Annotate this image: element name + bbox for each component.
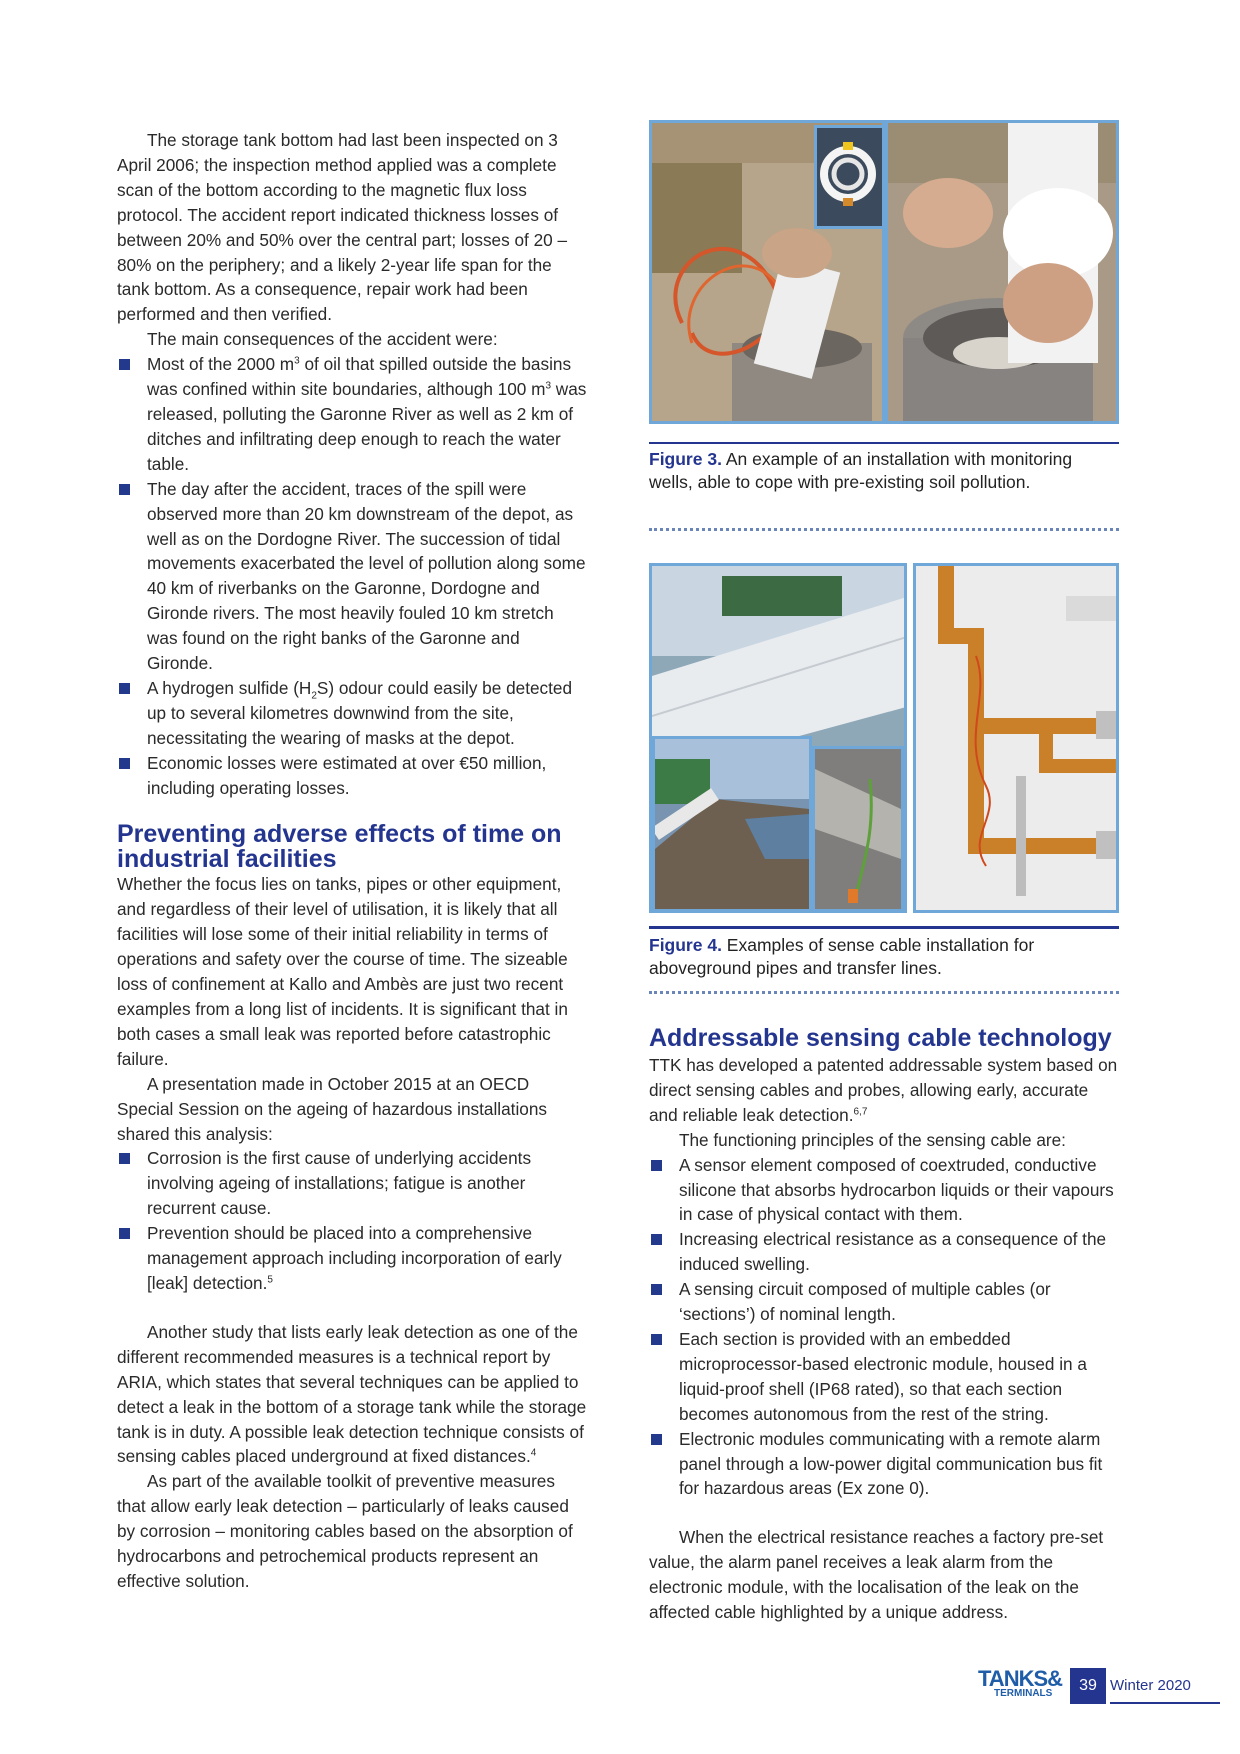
consequences-list [117,352,587,800]
list-item: Economic losses were estimated at over €50 million, including operating losses. [117,751,587,801]
paragraph: When the electrical resistance reaches a factory pre-set value, the alarm panel receives a leak alarm from the electronic module, with the localisation of the leak on the affected cable highlighted by a unique address. [649,1527,1104,1623]
paragraph: TTK has developed a patented addressable system based on direct sensing cables and probes, allowing early, accurate and reliable leak detection.$^{6,7}$ [649,1055,1118,1125]
section-heading: Preventing adverse effects of time on industrial facilities [117,820,562,874]
paragraph: Whether the focus lies on tanks, pipes or other equipment, and regardless of their level of utilisation, it is likely that all facilities will lose some of their initial reliability in terms of operations and safety over the course of time. The sizeable loss of confinement at Kallo and Ambès are just two recent examples from a long list of incidents. It is significant that in both cases a small leak was reported before catastrophic failure. [117,874,568,1069]
tanks-terminals-logo: TANKS& TERMINALS [978,1666,1063,1699]
list-item: Prevention should be placed into a comprehensive management approach including incorporation of early [leak] detection.$^5$ [117,1221,587,1296]
list-item: Corrosion is the first cause of underlying accidents involving ageing of installations; fatigue is another recurrent cause. [117,1146,587,1221]
list-item: Each section is provided with an embedded microprocessor-based electronic module, housed in a liquid-proof shell (IP68 rated), so that each section becomes autonomous from the rest of the string. [649,1327,1119,1427]
figure-4-rule [649,926,1119,929]
monitoring-well-photo-left [649,120,885,424]
paragraph: The functioning principles of the sensing cable are: [679,1129,1066,1150]
list-item: The day after the accident, traces of the spill were observed more than 20 km downstream of the depot, as well as on the Dordogne River. The succession of tidal movements exacerbated the level of pollution along some 40 km of riverbanks on the Garonne, Dordogne and Gironde rivers. The most heavily fouled 10 km stretch was found on the right banks of the Garonne and Gironde. [117,477,587,676]
figure-3-divider [649,528,1119,531]
aboveground-pipe-photo [649,563,907,913]
section-heading: Addressable sensing cable technology [649,1024,1112,1052]
cable-coil-inset-photo [814,125,885,229]
list-item: Increasing electrical resistance as a consequence of the induced swelling. [649,1227,1119,1277]
figure-3-rule [649,442,1119,444]
figure-3-caption: Figure 3. An example of an installation with monitoring wells, able to cope with pre-existing soil pollution. [649,449,1073,492]
cable-closeup-inset-photo [812,746,904,912]
issue-label: Winter 2020 [1110,1668,1220,1704]
paragraph: The main consequences of the accident were: [147,329,498,350]
list-item: A sensor element composed of coextruded, conductive silicone that absorbs hydrocarbon liquids or their vapours in case of physical contact with them. [649,1153,1119,1228]
analysis-list [117,1146,587,1295]
right-column [649,1026,1119,1625]
list-item: Electronic modules communicating with a remote alarm panel through a low-power digital communication bus fit for hazardous areas (Ex zone 0). [649,1427,1119,1502]
orange-pipework-photo [913,563,1119,913]
paragraph: As part of the available toolkit of preventive measures that allow early leak detection – particularly of leaks caused by corrosion – monitoring cables based on the absorption of hydrocarbons and petrochemical products represent an effective solution. [117,1471,573,1591]
principles-list [649,1153,1119,1502]
monitoring-well-photo-right [885,120,1119,424]
left-column [117,128,587,1594]
riverbank-inset-photo [652,736,812,912]
paragraph: Another study that lists early leak detection as one of the different recommended measures is a technical report by ARIA, which states that several techniques can be applied to detect a leak in the bottom of a storage tank while the storage tank is in duty. A possible leak detection technique consists of sensing cables placed underground at fixed distances.$^4$ [117,1321,587,1467]
figure-4-divider [649,991,1119,994]
list-item: A hydrogen sulfide $(H_2S)$ odour could easily be detected up to several kilometres downwind from the site, necessitating the wearing of masks at the depot. [117,676,587,751]
list-item: A sensing circuit composed of multiple cables (or ‘sections’) of nominal length. [649,1277,1119,1327]
page-number: 39 [1070,1668,1106,1704]
figure-4-caption: Figure 4. Examples of sense cable installation for aboveground pipes and transfer lines. [649,935,1035,978]
list-item: Most of the 2000 $m^3$ of oil that spilled outside the basins was confined within site boundaries, although 100 $m^3$ was released, polluting the Garonne River as well as 2 km of ditches and infiltrating deep enough to reach the water table. [117,352,587,477]
paragraph: A presentation made in October 2015 at an OECD Special Session on the ageing of hazardous installations shared this analysis: [117,1073,547,1144]
paragraph: The storage tank bottom had last been inspected on 3 April 2006; the inspection method applied was a complete scan of the bottom according to the magnetic flux loss protocol. The accident report indicated thickness losses of between 20% and 50% over the central part; losses of 20 – 80% on the periphery; and a likely 2-year life span for the tank bottom. As a consequence, repair work had been performed and then verified. [117,130,568,325]
